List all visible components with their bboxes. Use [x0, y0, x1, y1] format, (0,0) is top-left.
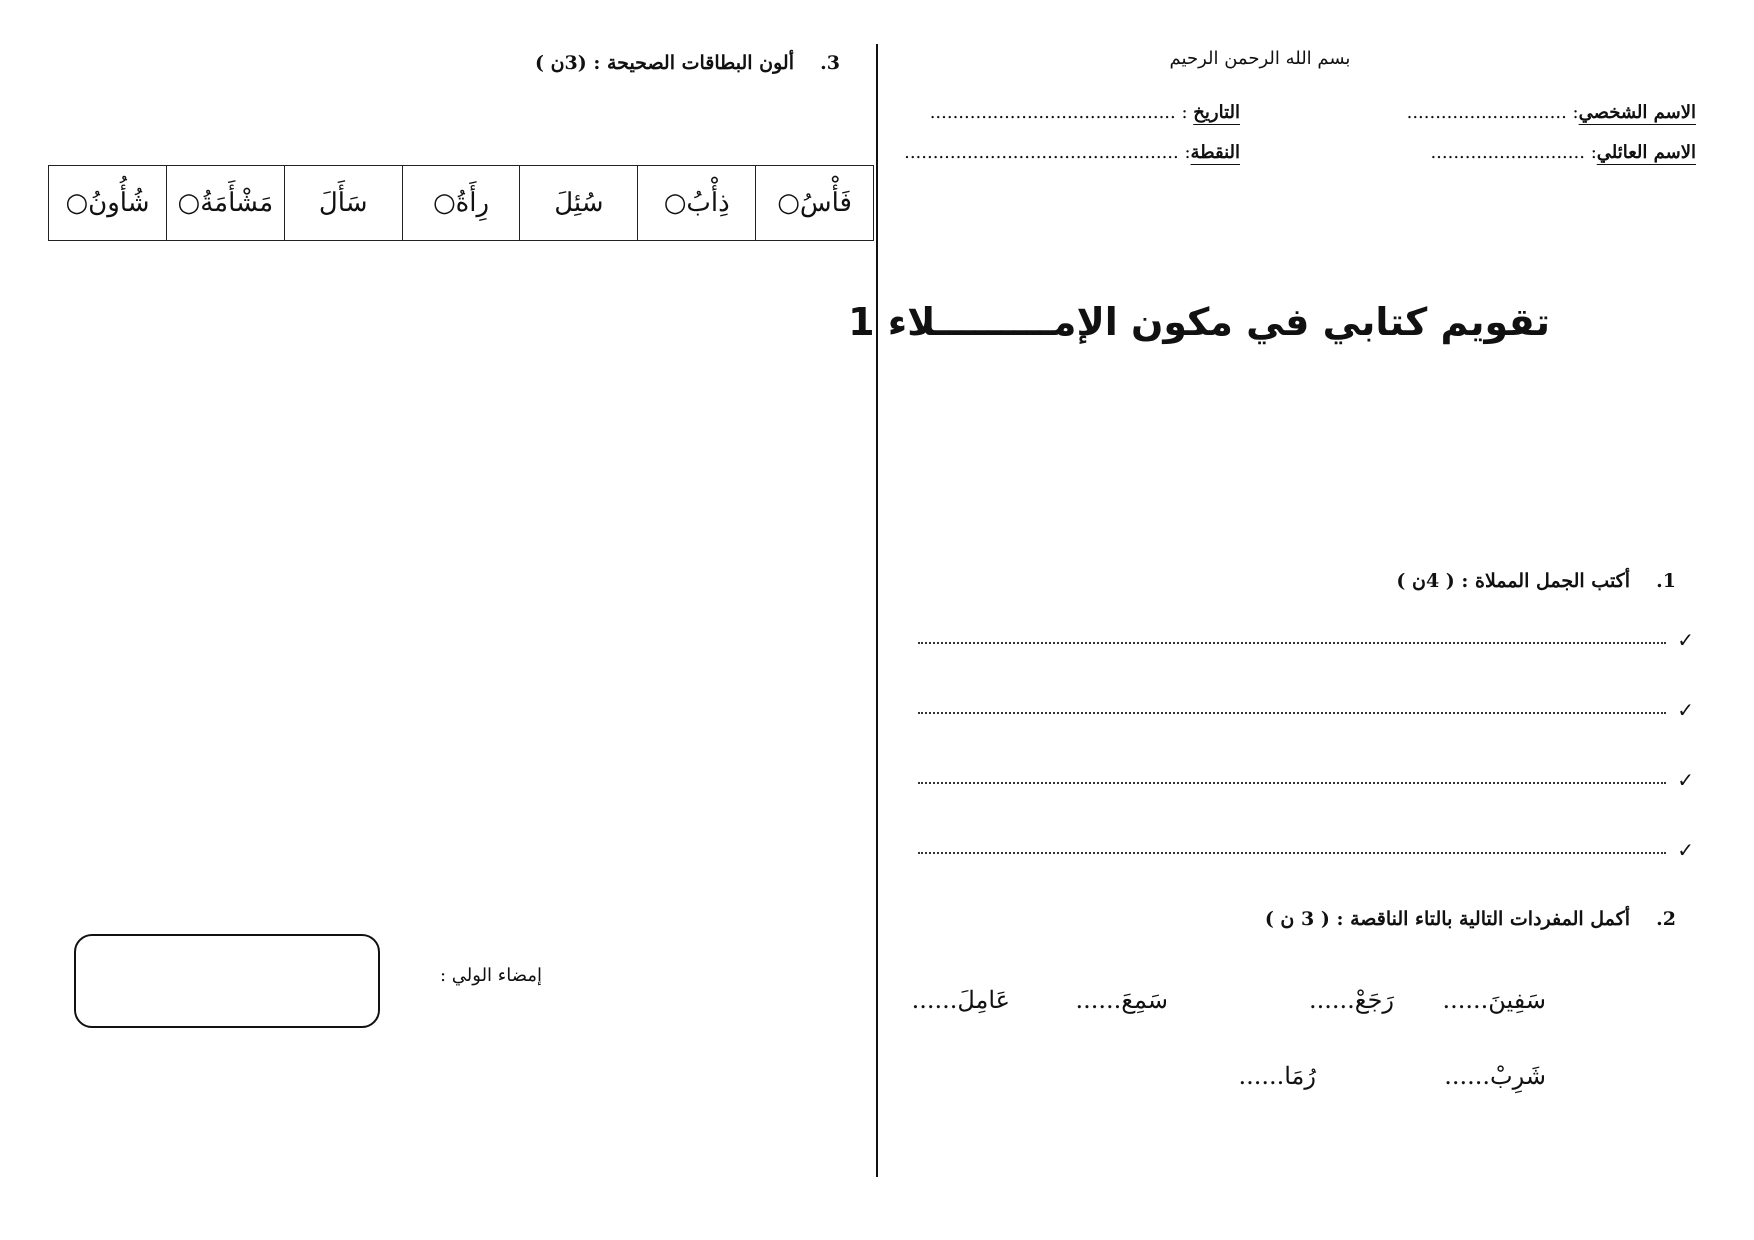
- page-divider: [876, 44, 878, 1177]
- check-icon: ✓: [1677, 768, 1694, 792]
- signature-box[interactable]: [74, 934, 380, 1028]
- signature-label: إمضاء الولي :: [440, 965, 542, 986]
- page-title: تقويم كتابي في مكون الإمـــــــــلاء 1: [848, 300, 1550, 344]
- card[interactable]: فَأْسُ○: [756, 166, 874, 241]
- card[interactable]: شُأُونُ○: [49, 166, 167, 241]
- answer-line-4[interactable]: [918, 832, 1694, 862]
- answer-line-1[interactable]: [918, 622, 1694, 652]
- question-3-text: ألون البطاقات الصحيحة : (3ن ): [534, 52, 794, 74]
- word-item[interactable]: سَفِينَ......: [1442, 986, 1546, 1014]
- question-3-number: 3.: [820, 52, 840, 74]
- word-item[interactable]: سَمِعَ......: [1075, 986, 1168, 1014]
- card[interactable]: ذِأْبُ○: [638, 166, 756, 241]
- card[interactable]: سَأَلَ: [284, 166, 402, 241]
- check-icon: ✓: [1677, 628, 1694, 652]
- first-name-label: الاسم الشخصي: [1578, 102, 1696, 123]
- date-blank: ...........................................: [929, 102, 1176, 123]
- date-label: التاريخ: [1193, 102, 1240, 123]
- answer-line-2[interactable]: [918, 692, 1694, 722]
- family-name-field: الاسم العائلي: ...........................: [1430, 142, 1696, 163]
- grade-label: النقطة: [1190, 142, 1240, 163]
- grade-field: النقطة: ................................................: [904, 142, 1240, 163]
- first-name-blank: ............................: [1406, 102, 1567, 123]
- card[interactable]: مَشْأَمَةُ○: [166, 166, 284, 241]
- question-3-heading: [535, 52, 840, 74]
- basmala: بسم الله الرحمن الرحيم: [1169, 48, 1351, 69]
- card[interactable]: رِأَةُ○: [402, 166, 520, 241]
- grade-blank: ................................................: [904, 142, 1179, 163]
- cards-table: [48, 165, 874, 241]
- question-1-number: 1.: [1656, 570, 1676, 592]
- question-2-text: أكمل المفردات التالية بالتاء الناقصة : ( 3 ن ): [1264, 908, 1630, 930]
- answer-line-3[interactable]: [918, 762, 1694, 792]
- date-field: التاريخ : ...........................................: [929, 102, 1240, 123]
- question-2-number: 2.: [1656, 908, 1676, 930]
- check-icon: ✓: [1677, 838, 1694, 862]
- family-name-label: الاسم العائلي: [1596, 142, 1696, 163]
- word-item[interactable]: شَرِبْ......: [1444, 1062, 1546, 1090]
- word-item[interactable]: عَامِلَ......: [911, 986, 1010, 1014]
- family-name-blank: ...........................: [1430, 142, 1585, 163]
- card[interactable]: سُئِلَ: [520, 166, 638, 241]
- question-1-text: أكتب الجمل المملاة : ( 4ن ): [1396, 570, 1630, 592]
- question-1-heading: [1396, 570, 1676, 592]
- check-icon: ✓: [1677, 698, 1694, 722]
- word-item[interactable]: رَجَعْ......: [1309, 986, 1394, 1014]
- question-2-heading: [1265, 908, 1676, 930]
- word-item[interactable]: رُمَا......: [1238, 1062, 1316, 1090]
- first-name-field: الاسم الشخصي: ............................: [1406, 102, 1696, 123]
